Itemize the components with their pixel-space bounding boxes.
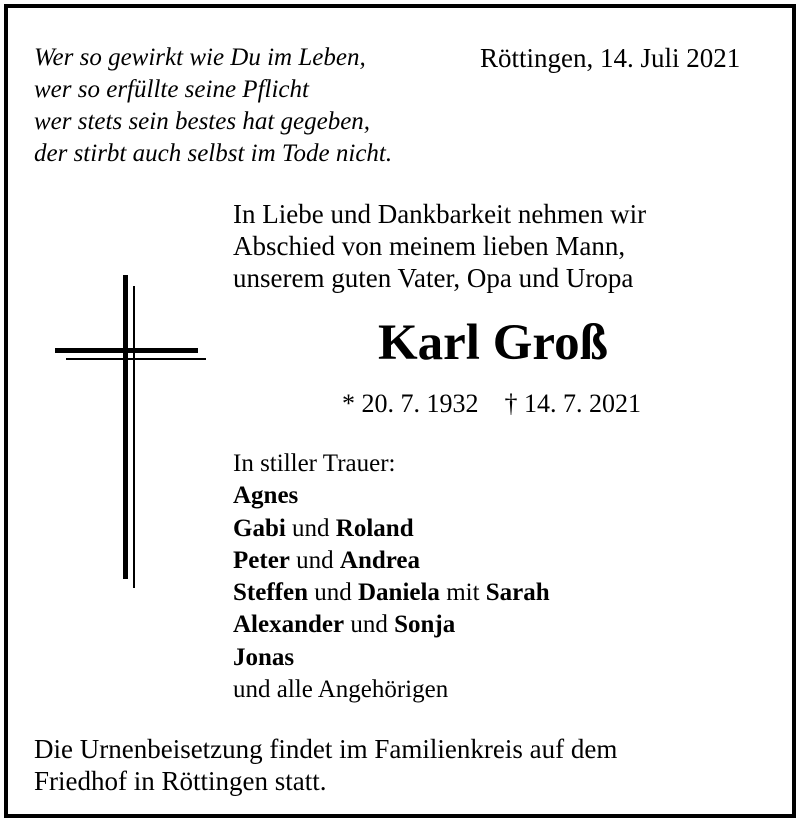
mourner-name: Steffen — [233, 579, 308, 607]
intro-text — [233, 198, 646, 294]
burial-note-line: Die Urnenbeisetzung findet im Familienkreis auf dem — [34, 734, 618, 764]
mourner-name: Alexander — [233, 611, 345, 639]
conjunction: und — [314, 579, 352, 607]
deceased-name: Karl Groß — [378, 315, 608, 371]
poem-line: Wer so gewirkt wie Du im Leben, — [34, 44, 366, 71]
place-date: Röttingen, 14. Juli 2021 — [480, 43, 741, 73]
mourner-name: Sarah — [485, 579, 550, 607]
intro-line: unserem guten Vater, Opa und Uropa — [233, 263, 634, 293]
burial-note — [34, 733, 617, 797]
cross-icon — [50, 270, 215, 590]
mourner-line — [233, 642, 550, 674]
mourner-name: Andrea — [339, 546, 420, 574]
conjunction: und — [350, 611, 388, 639]
mourner-line — [233, 577, 550, 609]
life-dates — [342, 388, 641, 420]
poem — [34, 42, 392, 170]
mourners-closing: und alle Angehörigen — [233, 676, 449, 704]
poem-line: wer stets sein bestes hat gegeben, — [34, 108, 371, 135]
mourner-name: Gabi — [233, 514, 286, 542]
conjunction: und — [296, 546, 334, 574]
poem-line: wer so erfüllte seine Pflicht — [34, 76, 309, 103]
mourner-name: Sonja — [394, 611, 456, 639]
mourner-line — [233, 545, 550, 577]
mourner-line — [233, 609, 550, 641]
burial-note-line: Friedhof in Röttingen statt. — [34, 766, 327, 796]
mourner-name: Agnes — [233, 482, 299, 510]
mourner-line — [233, 480, 550, 512]
conjunction: mit — [446, 579, 480, 607]
mourner-line — [233, 513, 550, 545]
death-date: † 14. 7. 2021 — [504, 389, 641, 418]
mourners-heading: In stiller Trauer: — [233, 450, 396, 477]
mourner-name: Peter — [233, 546, 290, 574]
birth-date: * 20. 7. 1932 — [342, 389, 479, 418]
conjunction: und — [292, 514, 330, 542]
mourner-name: Daniela — [357, 579, 440, 607]
poem-line: der stirbt auch selbst im Tode nicht. — [34, 140, 393, 167]
mourner-name: Jonas — [233, 643, 295, 671]
intro-line: In Liebe und Dankbarkeit nehmen wir — [233, 199, 647, 229]
mourner-name: Roland — [335, 514, 414, 542]
intro-line: Abschied von meinem lieben Mann, — [233, 231, 626, 261]
mourners-list — [233, 448, 550, 706]
